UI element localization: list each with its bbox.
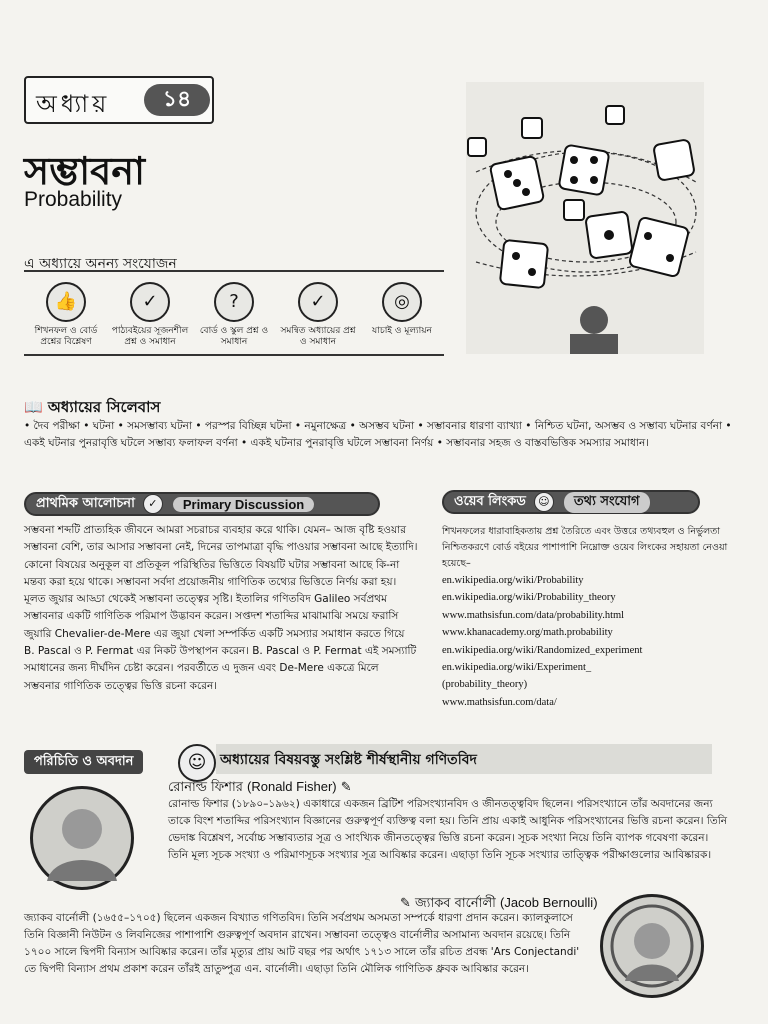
primary-label-en: Primary Discussion xyxy=(173,497,314,512)
web-link[interactable]: www.mathsisfun.com/data/probability.html xyxy=(442,609,625,621)
check-icon: ✓ xyxy=(143,494,163,514)
portrait-svg xyxy=(603,897,701,995)
web-link[interactable]: en.wikipedia.org/wiki/Probability xyxy=(442,575,584,586)
web-link[interactable]: en.wikipedia.org/wiki/Randomized_experiment xyxy=(442,644,643,656)
check-icon: ✓ xyxy=(130,282,170,322)
pen-icon: ✎ xyxy=(340,780,352,795)
target-icon: ◎ xyxy=(382,282,422,322)
fisher-text: রোনাল্ড ফিশার (১৮৯০–১৯৬২) একাধারে একজন ব্রিটিশ পরিসংখ্যানবিদ ও জীনতত্ত্ববিদ ছিলেন। পরিসংখ্যানে তাঁর অবদানের জন্য তাকে বিংশ শতাব্দির পরিসংখ্যান বিজ্ঞানের গুরুত্বপূর্ণ ব্যক্তিত্ব বলা হয়। তিনি প্রায় একাই আধুনিক পরিসংখ্যানের ভিত্তি রচনা করেন। তিনি ভেদাঙ্ক বিশ্লেষণ, সর্বোচ্চ সম্ভাব্যতার সূত্র ও সাংখ্যিক জীনতত্ত্বের ভিত্তি রচনা করেন। সূচক সংখ্যা নিয়ে তিনি ব্যাপক গবেষণা করেন। তিনি মূল্য সূচক সংখ্যা ও পরিমাণসূচক সংখ্যার সূত্র আবিষ্কার করেন। এছাড়া তিনি সূচক সংখ্যার তাত্ত্বিক পরীক্ষাগুলোর আবিষ্কারক। xyxy=(168,798,727,861)
profile-icon: ☺ xyxy=(178,744,216,782)
feature-item xyxy=(360,282,444,356)
web-link[interactable]: (probability_theory) xyxy=(442,679,528,691)
syllabus-text: • দৈব পরীক্ষা • ঘটনা • সমসম্ভাব্য ঘটনা • পরস্পর বিচ্ছিন্ন ঘটনা • নমুনাক্ষেত্র • অসম্ভব ঘটনা • সম্ভাবনার ধারণা ব্যাখ্যা • নিশ্চিত ঘটনা, অসম্ভব ও সম্ভাব্য ঘটনার বর্ণনা • একই ঘটনার পুনরাবৃত্তি ঘটলে সম্ভাব্য ফলাফল বর্ণনা • একই ঘটনার পুনরাবৃত্তি ঘটলে সম্ভাবনা নির্ণয় • সম্ভাবনার সহজ ও বাস্তবভিত্তিক সমস্যার সমাধান। xyxy=(24,420,732,449)
question-icon: ? xyxy=(214,282,254,322)
bernoulli-name-en: (Jacob Bernoulli) xyxy=(499,895,598,910)
fisher-portrait xyxy=(30,786,134,890)
web-link[interactable]: en.wikipedia.org/wiki/Experiment_ xyxy=(442,662,592,674)
chapter-number: ১৪ xyxy=(144,84,210,116)
web-intro-text: শিখনফলের ধারাবাহিকতায় প্রশ্ন তৈরিতে এবং উত্তরে তথ্যবহুল ও নির্ভুলতা নিশ্চিতকরণে বোর্ড বইয়ের পাশাপাশি নিম্নোক্ত ওয়েব লিংকের সহায়তা নেওয়া হয়েছে– xyxy=(442,526,728,569)
person-icon: ☺ xyxy=(534,492,554,512)
features-bottom-divider xyxy=(24,354,444,356)
features-row xyxy=(24,282,444,356)
mathematicians-tag: পরিচিতি ও অবদান xyxy=(24,750,143,774)
feature-item xyxy=(108,282,192,356)
dice-svg xyxy=(466,82,704,354)
fisher-name-en: (Ronald Fisher) xyxy=(247,779,337,794)
feature-label: পাঠ্যবইয়ের সূজনশীল প্রশ্ন ও সমাধান xyxy=(111,326,189,347)
feature-item xyxy=(24,282,108,356)
check-icon: ✓ xyxy=(298,282,338,322)
chapter-title-en: Probability xyxy=(24,188,123,211)
chapter-word: অধ্যায় xyxy=(36,90,111,118)
web-links-list xyxy=(442,572,732,711)
portrait-svg xyxy=(33,789,131,887)
primary-discussion-text: সম্ভবনা শব্দটি প্রাত্যহিক জীবনে আমরা সচরাচর ব্যবহার করে থাকি। যেমন– আজ বৃষ্টি হওয়ার সম্ভাবনা বেশি, তার আসার সম্ভাবনা নেই, দিনের তাপমাত্রা বৃদ্ধি পাওয়ার সম্ভাবনা আছে ইত্যাদি। কোনো বিষয়ের অনুকূল বা প্রতিকূল পরিস্থিতির ভিত্তিতে বিষয়টি ঘটার সম্ভাবনা আছে কি-না মন্তব্য করা হয়ে থাকে। সম্ভাবনা সর্বদা প্রয়োজনীয় গাণিতিক তথ্যের ভিত্তিতে নির্ণয় করা হয়। মূলত জুয়ার আড্ডা থেকেই সম্ভাবনা তত্ত্বের সৃষ্টি। ইতালির গণিতবিদ Galileo সর্বপ্রথম সম্ভাবনার একটি গাণিতিক পরিমাপ উদ্ভাবন করেন। সপ্তদশ শতাব্দির মাঝামাঝি সময়ে ফরাসি জুয়ারি Chevalier-de-Mere এর জুয়া খেলা সম্পর্কিত একটি সমস্যার সমাধান করতে গিয়ে B. Pascal ও P. Fermat এর নিকট উপস্থাপন করেন। B. Pascal ও P. Fermat এই সমস্যাটি সমাধানের জন্য দীর্ঘদিন চেষ্টা করেন। পরবর্তীতে এ দুজন এবং De-Mere একত্রে মিলে সম্ভবনার গাণিতিক তত্ত্বের ভিত্তি রচনা করেন। xyxy=(24,524,418,692)
feature-label: যাচাই ও মূল্যায়ন xyxy=(372,326,432,336)
dice-illustration xyxy=(466,82,704,354)
primary-discussion-header xyxy=(24,492,380,516)
book-icon: 📖 xyxy=(24,398,43,416)
feature-label: বোর্ড ও স্কুল প্রশ্ন ও সমাধান xyxy=(199,326,269,347)
web-linked-header xyxy=(442,490,700,514)
fisher-name-bn: রোনাল্ড ফিশার xyxy=(168,780,243,795)
feature-item xyxy=(192,282,276,356)
feature-label: সমন্বিত অধ্যায়ের প্রশ্ন ও সমাধান xyxy=(280,326,356,347)
bernoulli-name-bn: জ্যাকব বার্নোলী xyxy=(415,896,496,911)
features-heading: এ অধ্যায়ে অনন্য সংযোজন xyxy=(24,256,177,272)
feature-label: শিখনফল ও বোর্ড প্রশ্নের বিশ্লেষণ xyxy=(34,326,98,347)
features-divider xyxy=(24,270,444,273)
thumbs-up-icon: 👍 xyxy=(46,282,86,322)
primary-label-bn: প্রাথমিক আলোচনা xyxy=(36,495,135,511)
pen-icon: ✎ xyxy=(400,896,411,911)
chapter-badge xyxy=(24,76,214,124)
bernoulli-text: জ্যাকব বার্নোলী (১৬৫৫–১৭০৫) ছিলেন একজন বিখ্যাত গণিতবিদ। তিনি সর্বপ্রথম অসমতা সম্পর্কে ধারণা প্রদান করেন। ক্যালকুলাসে তিনি বিজ্ঞানী নিউটন ও লিবনিজের পাশাপাশি গুরুত্বপূর্ণ অবদান রাখেন। সম্ভাবনা তত্ত্বেও বার্নোলীর অসামান্য অবদান রয়েছে। তিনি ১৭০০ সালে দ্বিপদী বিন্যাস আবিষ্কার করেন। তাঁর মৃত্যুর প্রায় আট বছর পর অর্থাৎ ১৭১৩ সালে তাঁর রচিত প্রবন্ধ 'Ars Conjectandi' তে দ্বিপদী বিন্যাস প্রথম প্রকাশ করেন তাঁরই ভ্রাতুষ্পুত্র এন. বার্নোলী। এছাড়া তিনি মৌলিক গাণিতিক ধ্রুবক আবিষ্কার করেন। xyxy=(24,912,580,975)
web-label-bn: ওয়েব লিংকড xyxy=(454,493,526,509)
feature-item xyxy=(276,282,360,356)
syllabus-heading-text: অধ্যায়ের সিলেবাস xyxy=(47,398,161,416)
bernoulli-portrait xyxy=(600,894,704,998)
mathematicians-heading: অধ্যায়ের বিষয়বস্তু সংশ্লিষ্ট শীর্ষস্থানীয় গণিতবিদ xyxy=(220,752,477,768)
web-label-bn2: তথ্য সংযোগ xyxy=(564,492,650,513)
web-link[interactable]: en.wikipedia.org/wiki/Probability_theory xyxy=(442,592,616,604)
web-link[interactable]: www.khanacademy.org/math.probability xyxy=(442,627,613,639)
web-link[interactable]: www.mathsisfun.com/data/ xyxy=(442,696,557,708)
chapter-title-bn: সম্ভাবনা xyxy=(24,149,146,193)
